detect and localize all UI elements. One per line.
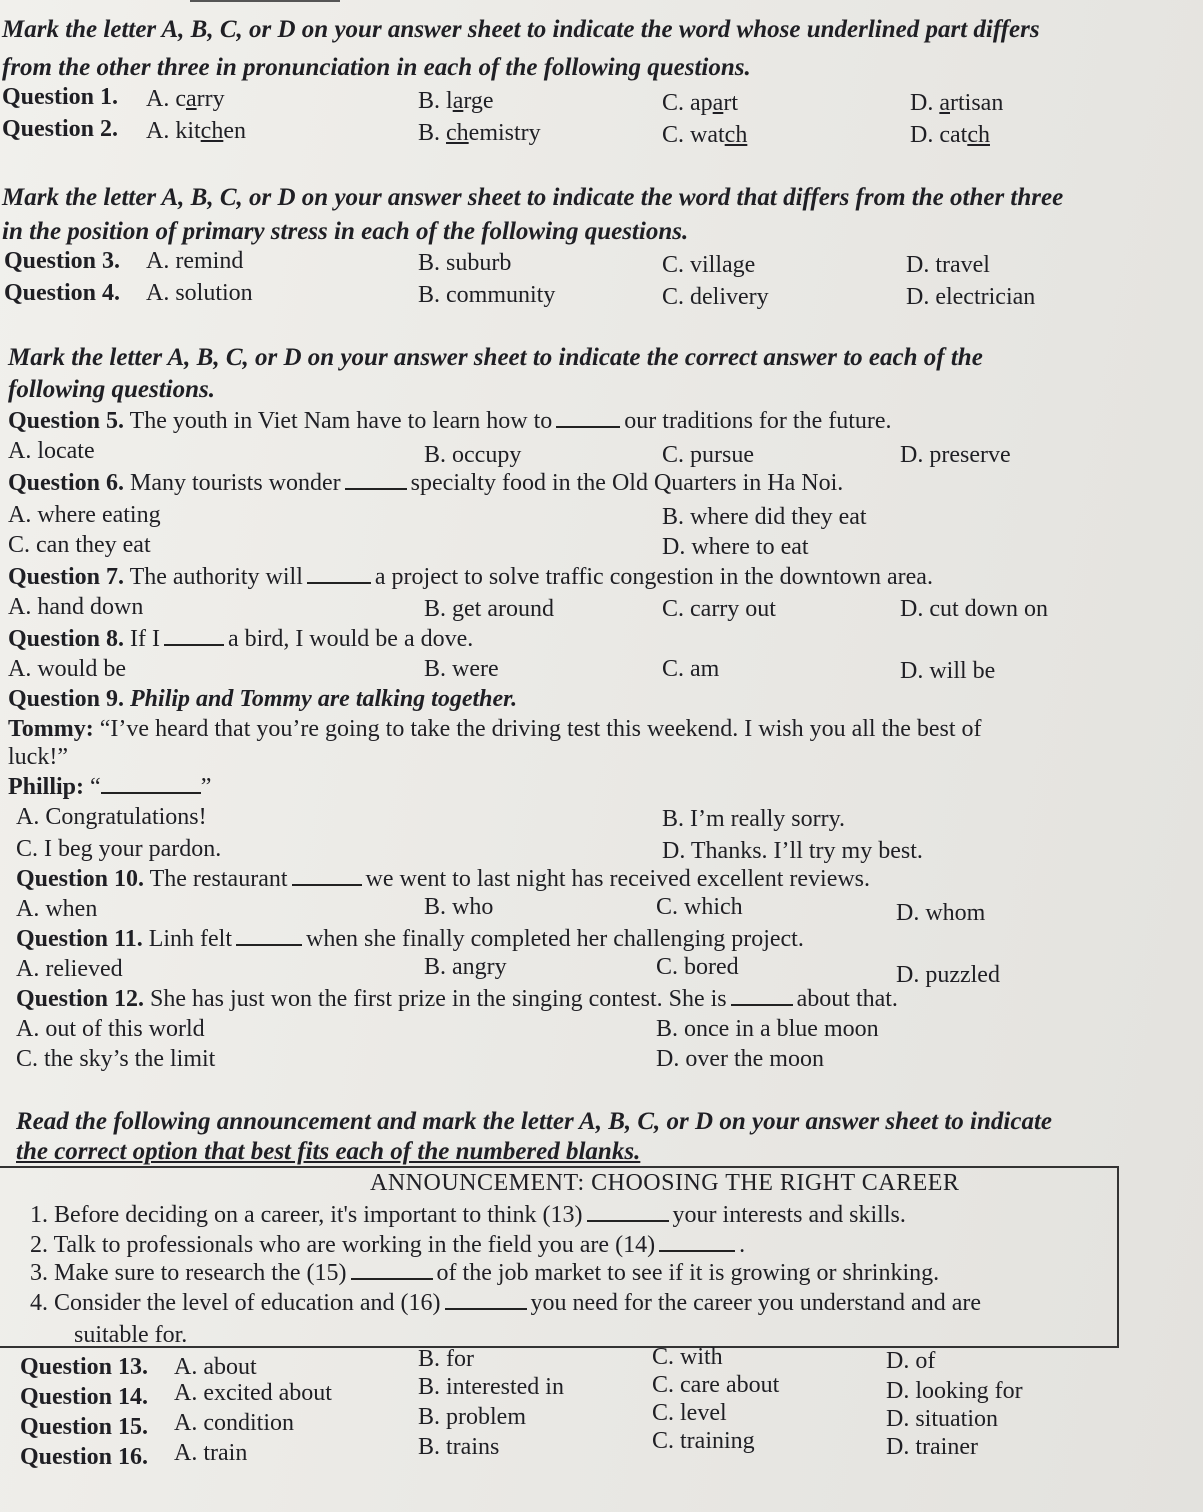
question-2-option-b[interactable]: B. chemistry [418, 120, 541, 146]
announcement-item-2: 2. Talk to professionals who are working in the field you are (14) . [30, 1232, 746, 1258]
question-12-stem: Question 12. She has just won the first prize in the singing contest. She is about that. [16, 986, 898, 1012]
answer-blank [659, 1249, 735, 1252]
question-2-label: Question 2. [2, 116, 119, 142]
question-12-option-b[interactable]: B. once in a blue moon [656, 1016, 879, 1042]
question-9-option-a[interactable]: A. Congratulations! [16, 804, 207, 830]
question-2-option-a[interactable]: A. kitchen [146, 118, 246, 144]
question-7-option-b[interactable]: B. get around [424, 596, 554, 622]
top-rule [190, 0, 340, 2]
question-11-option-b[interactable]: B. angry [424, 954, 507, 980]
section3-instruction-line2: following questions. [8, 376, 215, 403]
question-14-label: Question 14. [20, 1384, 149, 1410]
question-8-option-a[interactable]: A. would be [8, 656, 126, 682]
question-11-option-d[interactable]: D. puzzled [896, 962, 1000, 988]
answer-blank [731, 1003, 793, 1006]
answer-blank [587, 1219, 669, 1222]
question-16-label: Question 16. [20, 1444, 149, 1470]
answer-blank [101, 791, 201, 794]
question-5-option-a[interactable]: A. locate [8, 438, 95, 464]
question-13-option-c[interactable]: C. with [652, 1344, 723, 1370]
question-4-option-a[interactable]: A. solution [146, 280, 253, 306]
question-12-option-a[interactable]: A. out of this world [16, 1016, 205, 1042]
question-13-option-a[interactable]: A. about [174, 1354, 257, 1380]
question-6-option-d[interactable]: D. where to eat [662, 534, 809, 560]
question-8-option-b[interactable]: B. were [424, 656, 499, 682]
question-1-option-b[interactable]: B. large [418, 88, 494, 114]
phillip-line: Phillip: “ ” [8, 774, 212, 800]
answer-blank [351, 1277, 433, 1280]
question-11-option-c[interactable]: C. bored [656, 954, 739, 980]
question-5-option-d[interactable]: D. preserve [900, 442, 1011, 468]
question-1-option-a[interactable]: A. carry [146, 86, 225, 112]
question-9-option-c[interactable]: C. I beg your pardon. [16, 836, 222, 862]
section2-instruction-line2: in the position of primary stress in each of the following questions. [2, 218, 689, 245]
section1-instruction-line1: Mark the letter A, B, C, or D on your answer sheet to indicate the word whose underlined part differs [2, 16, 1040, 43]
question-6-option-b[interactable]: B. where did they eat [662, 504, 867, 530]
question-4-option-b[interactable]: B. community [418, 282, 556, 308]
question-3-label: Question 3. [4, 248, 121, 274]
answer-blank [445, 1307, 527, 1310]
question-14-option-a[interactable]: A. excited about [174, 1380, 332, 1406]
question-4-option-c[interactable]: C. delivery [662, 284, 769, 310]
question-8-stem: Question 8. If I a bird, I would be a dove. [8, 626, 474, 652]
question-7-option-c[interactable]: C. carry out [662, 596, 776, 622]
question-15-option-c[interactable]: C. level [652, 1400, 727, 1426]
question-3-option-c[interactable]: C. village [662, 252, 756, 278]
question-7-option-d[interactable]: D. cut down on [900, 596, 1048, 622]
question-4-label: Question 4. [4, 280, 121, 306]
question-4-option-d[interactable]: D. electrician [906, 284, 1036, 310]
question-13-option-d[interactable]: D. of [886, 1348, 936, 1374]
announcement-item-4-cont: suitable for. [74, 1322, 188, 1348]
question-9-option-b[interactable]: B. I’m really sorry. [662, 806, 846, 832]
question-15-option-b[interactable]: B. problem [418, 1404, 526, 1430]
question-2-option-c[interactable]: C. watch [662, 122, 748, 148]
question-1-option-d[interactable]: D. artisan [910, 90, 1004, 116]
section1-instruction-line2: from the other three in pronunciation in each of the following questions. [2, 54, 751, 81]
question-13-option-b[interactable]: B. for [418, 1346, 474, 1372]
question-7-stem: Question 7. The authority will a project to solve traffic congestion in the downtown area. [8, 564, 933, 590]
answer-blank [345, 487, 407, 490]
question-9-option-d[interactable]: D. Thanks. I’ll try my best. [662, 838, 923, 864]
question-16-option-b[interactable]: B. trains [418, 1434, 500, 1460]
question-5-option-c[interactable]: C. pursue [662, 442, 754, 468]
announcement-item-4: 4. Consider the level of education and (16) you need for the career you understand and are [30, 1290, 982, 1316]
question-3-option-d[interactable]: D. travel [906, 252, 990, 278]
answer-blank [556, 425, 620, 428]
question-9-stem: Question 9. Philip and Tommy are talking together. [8, 686, 518, 712]
question-1-option-c[interactable]: C. apart [662, 90, 738, 116]
question-10-option-c[interactable]: C. which [656, 894, 743, 920]
question-14-option-b[interactable]: B. interested in [418, 1374, 564, 1400]
answer-blank [292, 883, 362, 886]
question-8-option-d[interactable]: D. will be [900, 658, 996, 684]
question-3-option-a[interactable]: A. remind [146, 248, 244, 274]
question-16-option-c[interactable]: C. training [652, 1428, 755, 1454]
answer-blank [164, 643, 224, 646]
question-5-option-b[interactable]: B. occupy [424, 442, 522, 468]
question-15-label: Question 15. [20, 1414, 149, 1440]
question-8-option-c[interactable]: C. am [662, 656, 720, 682]
tommy-line-2: luck!” [8, 744, 68, 770]
answer-blank [236, 943, 302, 946]
answer-blank [307, 581, 371, 584]
question-11-option-a[interactable]: A. relieved [16, 956, 123, 982]
question-13-label: Question 13. [20, 1354, 149, 1380]
question-16-option-d[interactable]: D. trainer [886, 1434, 978, 1460]
question-6-option-a[interactable]: A. where eating [8, 502, 161, 528]
question-14-option-c[interactable]: C. care about [652, 1372, 780, 1398]
announcement-item-3: 3. Make sure to research the (15) of the job market to see if it is growing or shrinking. [30, 1260, 940, 1286]
question-12-option-c[interactable]: C. the sky’s the limit [16, 1046, 216, 1072]
question-15-option-d[interactable]: D. situation [886, 1406, 998, 1432]
announcement-title: ANNOUNCEMENT: CHOOSING THE RIGHT CAREER [370, 1170, 960, 1196]
question-10-option-d[interactable]: D. whom [896, 900, 986, 926]
question-2-option-d[interactable]: D. catch [910, 122, 990, 148]
question-1-label: Question 1. [2, 84, 119, 110]
question-10-option-b[interactable]: B. who [424, 894, 494, 920]
question-10-option-a[interactable]: A. when [16, 896, 98, 922]
question-7-option-a[interactable]: A. hand down [8, 594, 144, 620]
question-11-stem: Question 11. Linh felt when she finally completed her challenging project. [16, 926, 804, 952]
question-5-stem: Question 5. The youth in Viet Nam have to learn how to our traditions for the future. [8, 408, 892, 434]
question-10-stem: Question 10. The restaurant we went to last night has received excellent reviews. [16, 866, 871, 892]
question-6-stem: Question 6. Many tourists wonder specialty food in the Old Quarters in Ha Noi. [8, 470, 844, 496]
tommy-line-1: Tommy: “I’ve heard that you’re going to take the driving test this weekend. I wish you all the best of [8, 716, 982, 742]
question-12-option-d[interactable]: D. over the moon [656, 1046, 824, 1072]
question-6-option-c[interactable]: C. can they eat [8, 532, 151, 558]
question-16-option-a[interactable]: A. train [174, 1440, 248, 1466]
section4-instruction-line1: Read the following announcement and mark the letter A, B, C, or D on your answer sheet to indicate [16, 1108, 1052, 1135]
section3-instruction-line1: Mark the letter A, B, C, or D on your answer sheet to indicate the correct answer to each of the [8, 344, 983, 371]
question-3-option-b[interactable]: B. suburb [418, 250, 512, 276]
question-15-option-a[interactable]: A. condition [174, 1410, 294, 1436]
question-14-option-d[interactable]: D. looking for [886, 1378, 1023, 1404]
section2-instruction-line1: Mark the letter A, B, C, or D on your answer sheet to indicate the word that differs from the other three [2, 184, 1064, 211]
announcement-item-1: 1. Before deciding on a career, it's important to think (13) your interests and skills. [30, 1202, 906, 1228]
section4-instruction-line2: the correct option that best fits each of the numbered blanks. [16, 1138, 641, 1165]
